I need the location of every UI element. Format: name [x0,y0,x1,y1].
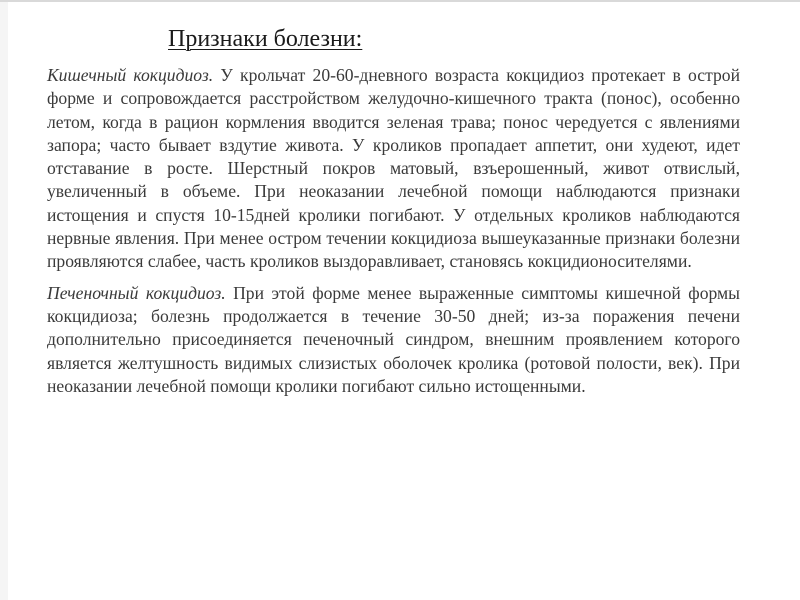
paragraph-intestinal-coccidiosis [47,64,740,274]
slide-body [47,64,740,398]
slide-title: Признаки болезни: [168,26,363,52]
paragraph-text-hepatic: При этой форме менее выраженные симптомы кишечной формы кокцидиоза; болезнь продолжается в течение 30-50 дней; из-за поражения печени дополнительно присоединяется печеночный синдром, внешним проявлением которого является желтушность видимых слизистых оболочек кролика (ротовой полости, век). При неоказании лечебной помощи кролики погибают сильно истощенными. [47,282,740,396]
paragraph-lead-hepatic: Печеночный кокцидиоз. [47,282,226,303]
slide-top-rule [0,0,800,2]
paragraph-hepatic-coccidiosis [47,282,740,398]
paragraph-text-intestinal: У крольчат 20-60-дневного возраста кокцидиоз протекает в острой форме и сопровождается расстройством желудочно-кишечного тракта (понос), особенно летом, когда в рацион кормления вводится зеленая трава; понос чередуется с явлениями запора; часто бывает вздутие живота. У кроликов пропадает аппетит, они худеют, идет отставание в росте. Шерстный покров матовый, взъерошенный, живот отвислый, увеличенный в объеме. При неоказании лечебной помощи наблюдаются признаки истощения и спустя 10-15дней кролики погибают. У отдельных кроликов наблюдаются нервные явления. При менее остром течении кокцидиоза вышеуказанные признаки болезни проявляются слабее, часть кроликов выздоравливает, становясь кокцидионосителями. [47,65,740,272]
slide-left-stripe [0,0,8,600]
paragraph-lead-intestinal: Кишечный кокцидиоз. [47,65,214,85]
